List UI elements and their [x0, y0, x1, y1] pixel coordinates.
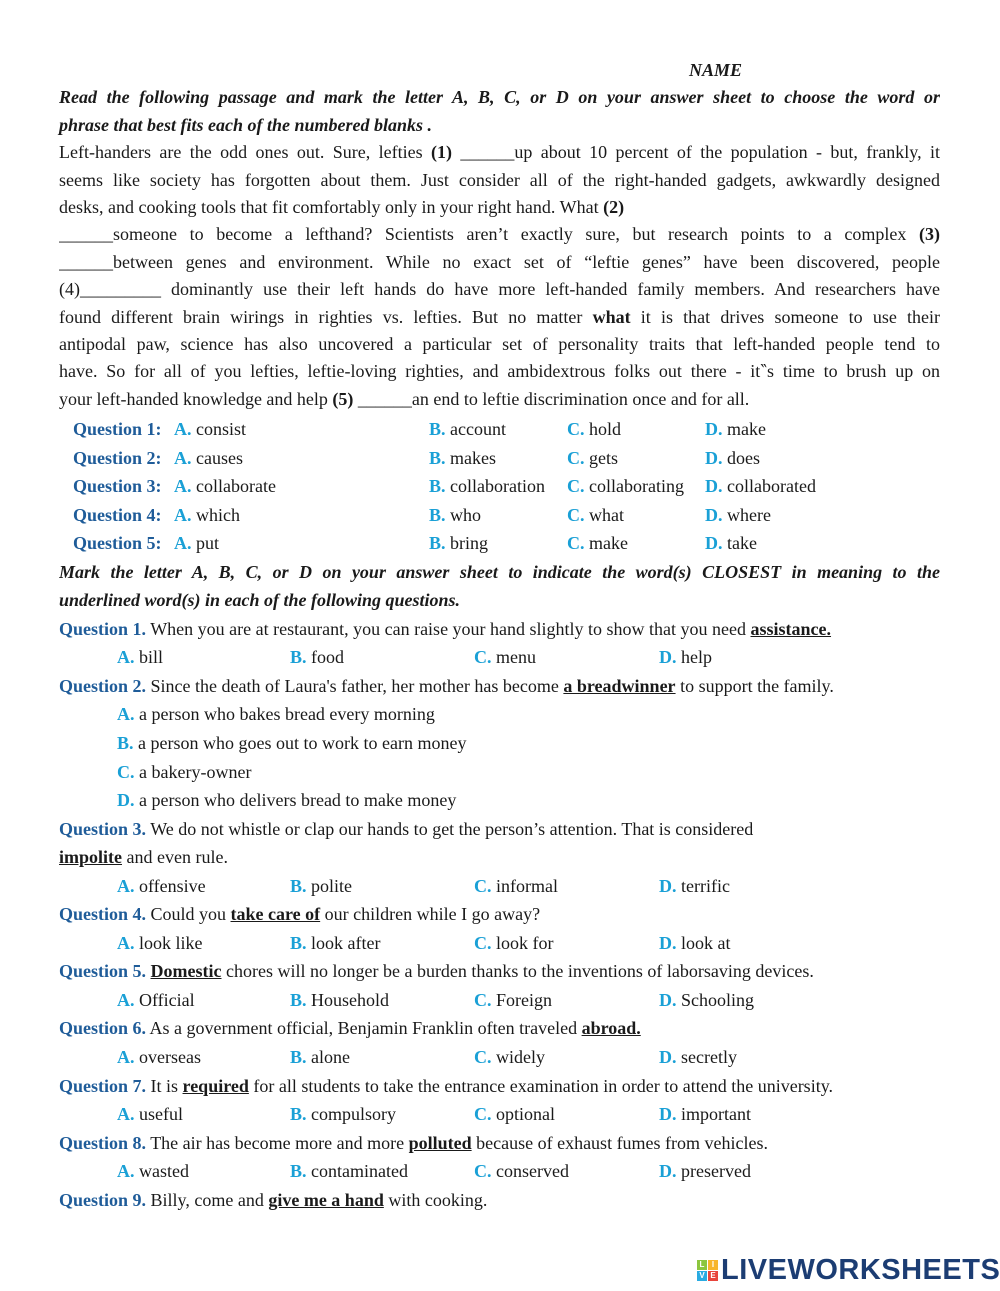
options-row [59, 1100, 940, 1129]
option-text: who [450, 504, 482, 525]
option-letter: D. [659, 989, 677, 1010]
text: for all students to take the entrance examination in order to attend the university. [248, 1075, 834, 1096]
option-letter: A. [117, 704, 135, 725]
answer-option[interactable] [474, 872, 558, 901]
option-text: collaborated [727, 476, 816, 497]
passage-line [59, 194, 940, 221]
text: it is that drives someone to use their [630, 306, 940, 327]
option-letter: B. [429, 533, 446, 554]
question-label: Question 3: [73, 476, 162, 497]
option-text: look after [311, 932, 381, 953]
option-text: polite [311, 875, 353, 896]
text: seems like society has forgotten about them. Just consider all of the right-handed gadgets, awkwardly designed [59, 169, 940, 190]
option-text: causes [196, 447, 243, 468]
passage-line [59, 386, 940, 413]
questions-section [59, 415, 940, 1214]
answer-option[interactable] [174, 415, 246, 444]
option-letter: B. [429, 476, 446, 497]
passage-line [59, 167, 940, 194]
option-letter: A. [174, 533, 192, 554]
question-stem [59, 957, 940, 986]
option-text: collaborate [196, 476, 276, 497]
answer-option[interactable] [59, 700, 940, 729]
option-text: terrific [681, 875, 730, 896]
text: ______someone to become a lefthand? Scientists aren’t exactly sure, but research points to a complex [59, 224, 919, 245]
question-label: Question 9. [59, 1189, 147, 1210]
synonym-questions [59, 615, 940, 1214]
passage [59, 139, 940, 413]
options-row [59, 872, 940, 901]
answer-option[interactable] [474, 643, 536, 672]
answer-option[interactable] [474, 1100, 555, 1129]
options-row [59, 1043, 940, 1072]
answer-option[interactable] [567, 501, 624, 530]
text: your left-handed knowledge and help [59, 388, 333, 409]
answer-option[interactable] [290, 1157, 408, 1186]
answer-option[interactable] [59, 758, 940, 787]
passage-line [59, 249, 940, 276]
answer-option[interactable] [117, 872, 206, 901]
answer-option[interactable] [705, 444, 760, 473]
text: (4)_________ dominantly use their left hands do have more left-handed family members. And researchers have [59, 279, 940, 300]
answer-option[interactable] [429, 501, 481, 530]
option-text: collaborating [589, 476, 684, 497]
option-letter: C. [567, 419, 585, 439]
text: ______up about 10 percent of the population - but, frankly, it [451, 142, 940, 163]
option-text: optional [496, 1104, 555, 1125]
option-letter: C. [117, 761, 135, 782]
answer-option[interactable] [429, 472, 545, 501]
option-letter: A. [117, 1104, 135, 1125]
question-stem [59, 672, 940, 701]
option-text: which [196, 504, 240, 525]
answer-option[interactable] [59, 786, 940, 815]
question-label: Question 2. [59, 675, 147, 696]
question-label: Question 2: [73, 447, 162, 468]
option-letter: B. [429, 504, 446, 525]
question-stem [59, 1072, 940, 1101]
answer-option[interactable] [117, 1157, 189, 1186]
answer-option[interactable] [117, 1043, 201, 1072]
option-letter: D. [659, 932, 677, 953]
underlined-term: take care of [230, 904, 321, 925]
name-label: NAME [689, 60, 743, 80]
option-text: collaboration [450, 476, 545, 497]
answer-option[interactable] [174, 444, 243, 473]
option-letter: D. [659, 647, 677, 668]
option-text: wasted [139, 1161, 189, 1182]
option-letter: C. [567, 504, 585, 525]
question-stem [59, 1129, 940, 1158]
answer-option[interactable] [290, 986, 389, 1015]
text: desks, and cooking tools that fit comfortably only in your right hand. What [59, 196, 604, 217]
option-text: a person who delivers bread to make money [139, 790, 457, 811]
option-text: Official [139, 989, 195, 1010]
bold-text: (3) [919, 224, 940, 245]
answer-option[interactable] [659, 643, 712, 672]
answer-option[interactable] [290, 872, 352, 901]
answer-option[interactable] [117, 643, 163, 672]
answer-option[interactable] [705, 472, 816, 501]
question-stem [59, 815, 940, 844]
option-letter: D. [705, 447, 723, 468]
cloze-questions [59, 415, 940, 558]
question-stem [59, 1186, 940, 1215]
text: We do not whistle or clap our hands to get the person’s attention. That is considered [146, 818, 754, 839]
answer-option[interactable] [117, 1100, 183, 1129]
option-text: look at [681, 932, 731, 953]
answer-option[interactable] [474, 1157, 569, 1186]
option-text: look for [496, 932, 554, 953]
passage-line [59, 221, 940, 248]
option-letter: B. [290, 989, 307, 1010]
option-letter: A. [117, 647, 135, 668]
answer-option[interactable] [174, 529, 219, 558]
option-letter: C. [474, 932, 492, 953]
text: and even rule. [122, 847, 228, 868]
option-text: bring [450, 533, 489, 554]
text: because of exhaust fumes from vehicles. [471, 1132, 769, 1153]
question-stem [59, 900, 940, 929]
answer-option[interactable] [659, 872, 730, 901]
answer-option[interactable] [429, 444, 496, 473]
option-text: offensive [139, 875, 206, 896]
option-text: alone [311, 1047, 350, 1068]
underlined-term: Domestic [150, 961, 222, 982]
answer-option[interactable] [659, 1100, 751, 1129]
option-letter: C. [567, 533, 585, 554]
answer-option[interactable] [59, 729, 940, 758]
option-text: menu [496, 647, 536, 668]
option-letter: A. [117, 1047, 135, 1068]
text: As a government official, Benjamin Franklin often traveled [146, 1018, 582, 1039]
text: The air has become more and more [146, 1132, 409, 1153]
option-letter: A. [117, 989, 135, 1010]
question-label: Question 4. [59, 904, 147, 925]
question-label: Question 7. [59, 1075, 147, 1096]
answer-option[interactable] [117, 986, 195, 1015]
option-letter: D. [659, 1104, 677, 1125]
answer-option[interactable] [290, 929, 380, 958]
option-letter: D. [659, 875, 677, 896]
answer-option[interactable] [117, 929, 203, 958]
option-text: what [589, 504, 624, 525]
text: to support the family. [675, 675, 834, 696]
option-letter: D. [659, 1161, 677, 1182]
question-row [59, 501, 940, 530]
option-text: gets [589, 447, 618, 468]
option-text: look like [139, 932, 203, 953]
answer-option[interactable] [659, 986, 754, 1015]
bold-text: (1) [430, 142, 452, 163]
option-letter: C. [474, 1047, 492, 1068]
option-letter: A. [174, 504, 192, 525]
passage-line [59, 304, 940, 331]
text: found different brain wirings in righties vs. lefties. But no matter [59, 306, 593, 327]
option-text: account [450, 419, 506, 439]
text: our children while I go away? [320, 904, 541, 925]
answer-option[interactable] [567, 529, 628, 558]
bold-text: (5) [332, 388, 354, 409]
answer-option[interactable] [290, 1043, 350, 1072]
option-text: bill [139, 647, 164, 668]
answer-option[interactable] [705, 529, 757, 558]
text: chores will no longer be a burden thanks to the inventions of laborsaving devices. [221, 961, 814, 982]
logo-letter: E [708, 1271, 718, 1281]
option-letter: D. [705, 504, 723, 525]
text: Could you [146, 904, 231, 925]
logo-letter: I [708, 1260, 718, 1270]
option-text: a bakery-owner [139, 761, 252, 782]
option-text: conserved [496, 1161, 569, 1182]
question-label: Question 6. [59, 1018, 147, 1039]
option-letter: B. [290, 647, 307, 668]
answer-option[interactable] [429, 529, 488, 558]
option-text: does [727, 447, 760, 468]
option-letter: B. [117, 733, 134, 754]
option-letter: A. [174, 447, 192, 468]
answer-option[interactable] [429, 415, 506, 444]
instruction-line: Read the following passage and mark the letter A, B, C, or D on your answer sheet to choose the word or [59, 87, 940, 108]
option-letter: C. [474, 647, 492, 668]
question-label: Question 8. [59, 1132, 147, 1153]
instruction-line: Mark the letter A, B, C, or D on your answer sheet to indicate the word(s) CLOSEST in meaning to the [59, 561, 940, 582]
text: with cooking. [383, 1189, 488, 1210]
underlined-term: a breadwinner [563, 675, 676, 696]
bold-text: (2) [603, 196, 625, 217]
answer-option[interactable] [705, 501, 771, 530]
question-stem [59, 843, 940, 872]
text: antipodal paw, science has also uncovered a particular set of personality traits that left-handed people tend to [59, 333, 940, 354]
answer-option[interactable] [474, 929, 554, 958]
option-text: important [681, 1104, 751, 1125]
option-letter: D. [705, 533, 723, 554]
option-text: put [196, 533, 220, 554]
option-letter: D. [659, 1047, 677, 1068]
option-text: consist [196, 419, 247, 439]
option-letter: B. [290, 932, 307, 953]
underlined-term: abroad. [581, 1018, 641, 1039]
text: ______between genes and environment. While no exact set of “leftie genes” have been discovered, people [59, 251, 940, 272]
option-text: make [727, 419, 766, 439]
option-letter: A. [117, 875, 135, 896]
bold-text: what [592, 306, 631, 327]
question-stem [59, 1014, 940, 1043]
option-text: hold [589, 419, 622, 439]
option-letter: B. [429, 447, 446, 468]
logo-letter: L [697, 1260, 707, 1270]
answer-option[interactable] [290, 1100, 396, 1129]
option-letter: B. [290, 875, 307, 896]
answer-option[interactable] [290, 643, 344, 672]
answer-option[interactable] [474, 986, 552, 1015]
question-row [59, 472, 940, 501]
passage-line [59, 139, 940, 166]
answer-option[interactable] [659, 1157, 751, 1186]
option-letter: C. [474, 989, 492, 1010]
question-row [59, 444, 940, 473]
option-letter: C. [567, 476, 585, 497]
question-row [59, 415, 940, 444]
option-letter: A. [117, 932, 135, 953]
option-text: preserved [681, 1161, 751, 1182]
option-text: take [727, 533, 757, 554]
option-text: widely [496, 1047, 545, 1068]
option-letter: D. [117, 790, 135, 811]
underlined-term: required [182, 1075, 249, 1096]
answer-option[interactable] [567, 472, 684, 501]
option-text: informal [496, 875, 558, 896]
text: Since the death of Laura's father, her mother has become [146, 675, 564, 696]
option-letter: C. [567, 447, 585, 468]
text: ______an end to leftie discrimination once and for all. [353, 388, 750, 409]
option-letter: B. [290, 1104, 307, 1125]
option-letter: B. [290, 1161, 307, 1182]
option-letter: B. [429, 419, 446, 439]
answer-option[interactable] [659, 929, 731, 958]
answer-option[interactable] [474, 1043, 545, 1072]
underlined-term: polluted [408, 1132, 472, 1153]
passage-line [59, 276, 940, 303]
option-letter: C. [474, 1161, 492, 1182]
text: Left-handers are the odd ones out. Sure, lefties [59, 142, 431, 163]
option-text: Household [311, 989, 390, 1010]
passage-line [59, 331, 940, 358]
option-letter: B. [290, 1047, 307, 1068]
options-row [59, 643, 940, 672]
answer-option[interactable] [705, 415, 766, 444]
option-text: compulsory [311, 1104, 397, 1125]
option-letter: C. [474, 1104, 492, 1125]
passage-line [59, 358, 940, 385]
options-row [59, 1157, 940, 1186]
option-text: Schooling [681, 989, 755, 1010]
option-text: secretly [681, 1047, 737, 1068]
text: It is [146, 1075, 183, 1096]
answer-option[interactable] [567, 444, 618, 473]
question-label: Question 3. [59, 818, 147, 839]
text: When you are at restaurant, you can raise your hand slightly to show that you need [146, 618, 751, 639]
option-text: makes [450, 447, 496, 468]
answer-option[interactable] [567, 415, 621, 444]
answer-option[interactable] [174, 501, 240, 530]
answer-option[interactable] [174, 472, 276, 501]
answer-option[interactable] [659, 1043, 737, 1072]
question-label: Question 1. [59, 618, 147, 639]
option-text: useful [139, 1104, 183, 1125]
option-text: contaminated [311, 1161, 408, 1182]
passage-section [59, 57, 940, 413]
options-row [59, 986, 940, 1015]
option-letter: A. [174, 476, 192, 497]
option-text: a person who goes out to work to earn money [138, 733, 467, 754]
logo-letter: V [697, 1271, 707, 1281]
options-row [59, 929, 940, 958]
instruction-line: phrase that best fits each of the numbered blanks . [59, 114, 433, 135]
option-text: where [727, 504, 771, 525]
question-label: Question 1: [73, 419, 162, 439]
option-text: overseas [139, 1047, 201, 1068]
option-text: a person who bakes bread every morning [139, 704, 435, 725]
question-label: Question 4: [73, 504, 162, 525]
option-letter: C. [474, 875, 492, 896]
question-label: Question 5. [59, 961, 147, 982]
logo-icon [697, 1260, 718, 1281]
instruction-line: underlined word(s) in each of the following questions. [59, 590, 461, 611]
option-letter: D. [705, 476, 723, 497]
option-text: Foreign [496, 989, 552, 1010]
logo-text: LIVEWORKSHEETS [721, 1254, 1000, 1286]
liveworksheets-logo [697, 1254, 1000, 1287]
option-text: food [311, 647, 345, 668]
underlined-term: assistance. [750, 618, 832, 639]
question-stem [59, 615, 940, 644]
question-label: Question 5: [73, 533, 162, 554]
option-letter: A. [174, 419, 192, 439]
underlined-term: impolite [59, 847, 122, 868]
question-row [59, 529, 940, 558]
option-text: make [589, 533, 628, 554]
option-letter: A. [117, 1161, 135, 1182]
option-text: help [681, 647, 712, 668]
option-letter: D. [705, 419, 723, 439]
underlined-term: give me a hand [268, 1189, 384, 1210]
text: have. So for all of you lefties, leftie-loving righties, and ambidextrous folks out there - it‶s time to brush up on [59, 361, 940, 382]
text: Billy, come and [146, 1189, 269, 1210]
